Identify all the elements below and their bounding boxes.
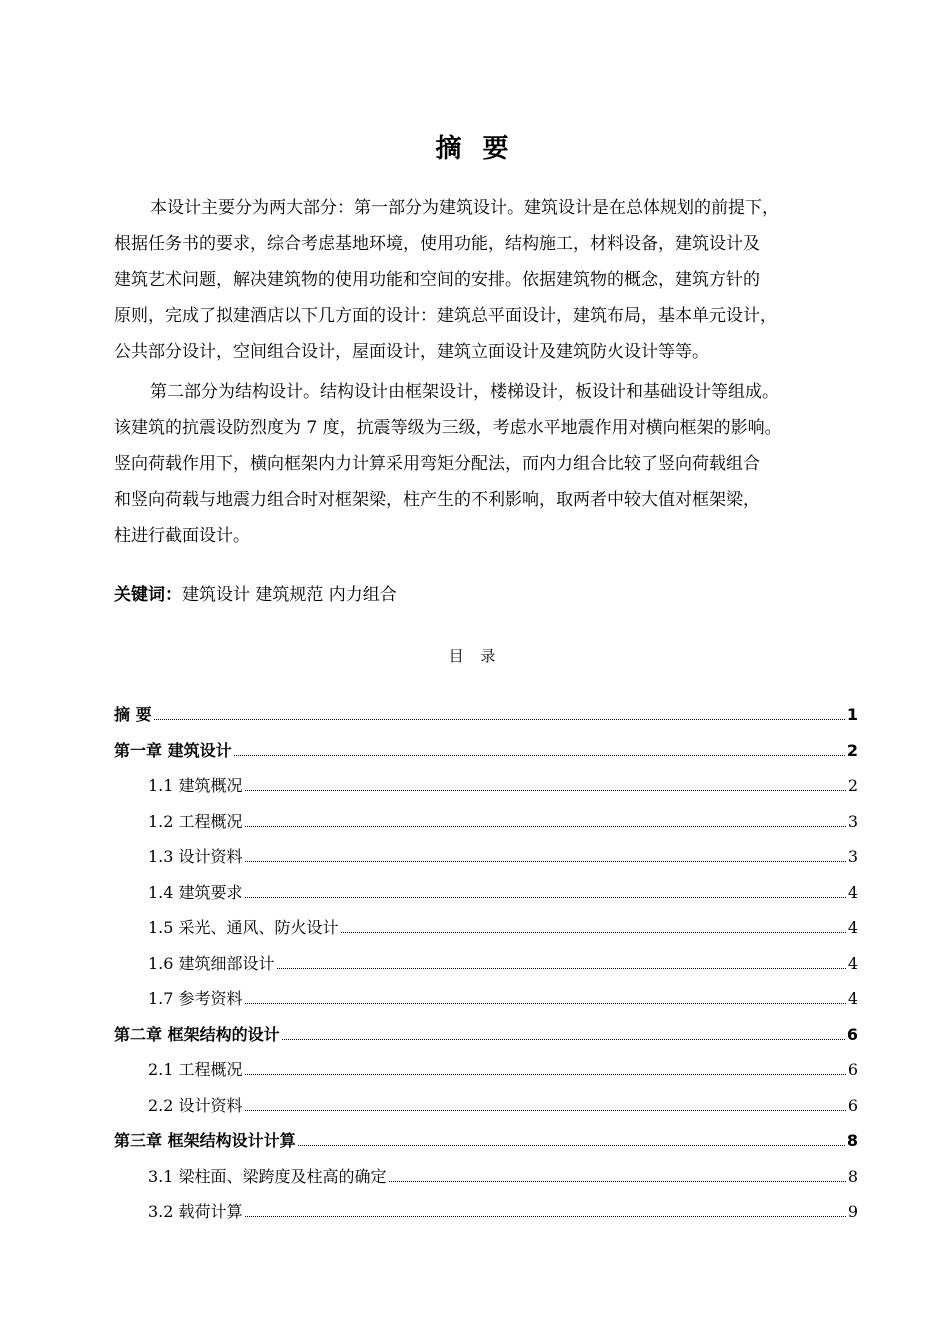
toc-entry-label: 第二章 框架结构的设计 (114, 1024, 280, 1044)
abstract-body (114, 190, 866, 554)
abstract-paragraph-2 (114, 374, 866, 554)
toc-entry-page: 4 (847, 882, 858, 902)
toc-leader-dots (277, 968, 846, 969)
toc-entry-label: 摘 要 (114, 705, 152, 724)
toc-entry-label: 1.6 建筑细部设计 (148, 953, 275, 973)
abstract-line: 建筑艺术问题，解决建筑物的使用功能和空间的安排。依据建筑物的概念，建筑方针的 (114, 270, 760, 290)
toc-leader-dots (341, 932, 846, 933)
toc-leader-dots (389, 1181, 846, 1182)
toc-entry[interactable] (114, 1123, 858, 1159)
toc-entry-label: 1.1 建筑概况 (148, 776, 243, 795)
toc-entry[interactable] (114, 981, 858, 1017)
toc-entry-page: 1 (846, 705, 858, 724)
toc-entry[interactable] (114, 1159, 858, 1195)
toc-entry[interactable] (114, 804, 858, 840)
toc-entry-page: 6 (847, 1060, 858, 1079)
toc-entry-page: 2 (846, 740, 858, 760)
toc-entry-label: 第三章 框架结构设计计算 (114, 1131, 296, 1150)
abstract-line: 根据任务书的要求，综合考虑基地环境，使用功能，结构施工，材料设备，建筑设计及 (114, 234, 760, 254)
toc-entry[interactable] (114, 697, 858, 733)
toc-entry-label: 1.4 建筑要求 (148, 882, 243, 902)
abstract-line: 竖向荷载作用下，横向框架内力计算采用弯矩分配法，而内力组合比较了竖向荷载组合 (114, 454, 760, 474)
toc-entry-label: 2.2 设计资料 (148, 1095, 243, 1115)
toc-entry-label: 第一章 建筑设计 (114, 740, 232, 760)
toc-leader-dots (298, 1145, 845, 1146)
toc-entry-page: 8 (846, 1131, 858, 1150)
abstract-line: 第二部分为结构设计。结构设计由框架设计，楼梯设计，板设计和基础设计等组成。 (150, 382, 779, 402)
toc-leader-dots (245, 826, 846, 827)
abstract-line: 公共部分设计，空间组合设计，屋面设计，建筑立面设计及建筑防火设计等等。 (114, 342, 709, 362)
toc-entry-page: 4 (847, 953, 858, 973)
toc-leader-dots (245, 1216, 846, 1217)
toc-entry[interactable] (114, 946, 858, 982)
table-of-contents (114, 697, 858, 1230)
abstract-paragraph-1 (114, 190, 866, 370)
abstract-line: 该建筑的抗震设防烈度为 7 度，抗震等级为三级，考虑水平地震作用对横向框架的影响。 (114, 418, 782, 438)
toc-leader-dots (245, 1003, 846, 1004)
toc-entry[interactable] (114, 1017, 858, 1053)
toc-entry[interactable] (114, 768, 858, 804)
toc-entry-page: 2 (847, 776, 858, 795)
toc-leader-dots (245, 897, 846, 898)
keywords-label: 关键词： (114, 585, 182, 605)
toc-leader-dots (234, 755, 845, 756)
toc-leader-dots (245, 861, 846, 862)
abstract-line: 本设计主要分为两大部分：第一部分为建筑设计。建筑设计是在总体规划的前提下， (150, 198, 779, 218)
keywords-text: 建筑设计 建筑规范 内力组合 (182, 585, 397, 605)
toc-entry-label: 1.7 参考资料 (148, 989, 243, 1008)
abstract-line: 原则，完成了拟建酒店以下几方面的设计：建筑总平面设计，建筑布局，基本单元设计， (114, 306, 777, 326)
toc-entry-page: 3 (847, 847, 858, 866)
toc-entry-label: 1.3 设计资料 (148, 847, 243, 866)
toc-entry[interactable] (114, 910, 858, 946)
toc-entry[interactable] (114, 1194, 858, 1230)
toc-leader-dots (154, 719, 845, 720)
toc-entry[interactable] (114, 733, 858, 769)
toc-entry-label: 1.2 工程概况 (148, 811, 243, 831)
toc-entry-label: 3.2 载荷计算 (148, 1202, 243, 1221)
toc-entry-page: 8 (847, 1166, 858, 1186)
abstract-line: 和竖向荷载与地震力组合时对框架梁，柱产生的不利影响，取两者中较大值对框架梁， (114, 490, 760, 510)
toc-entry-label: 2.1 工程概况 (148, 1060, 243, 1079)
toc-entry-page: 6 (847, 1095, 858, 1115)
toc-entry-page: 4 (847, 918, 858, 937)
toc-entry[interactable] (114, 839, 858, 875)
toc-entry-label: 3.1 梁柱面、梁跨度及柱高的确定 (148, 1166, 387, 1186)
toc-entry-page: 9 (847, 1202, 858, 1221)
toc-leader-dots (282, 1039, 845, 1040)
toc-entry[interactable] (114, 875, 858, 911)
toc-entry-page: 4 (847, 989, 858, 1008)
toc-entry-page: 6 (846, 1024, 858, 1044)
toc-entry-page: 3 (847, 811, 858, 831)
toc-leader-dots (245, 1110, 846, 1111)
toc-leader-dots (245, 1074, 846, 1075)
abstract-line: 柱进行截面设计。 (114, 526, 250, 546)
toc-leader-dots (245, 790, 846, 791)
keywords-line (114, 580, 397, 610)
toc-entry-label: 1.5 采光、通风、防火设计 (148, 918, 339, 937)
abstract-title: 摘 要 (435, 134, 515, 164)
toc-title: 目 录 (448, 647, 502, 665)
toc-entry[interactable] (114, 1088, 858, 1124)
toc-entry[interactable] (114, 1052, 858, 1088)
